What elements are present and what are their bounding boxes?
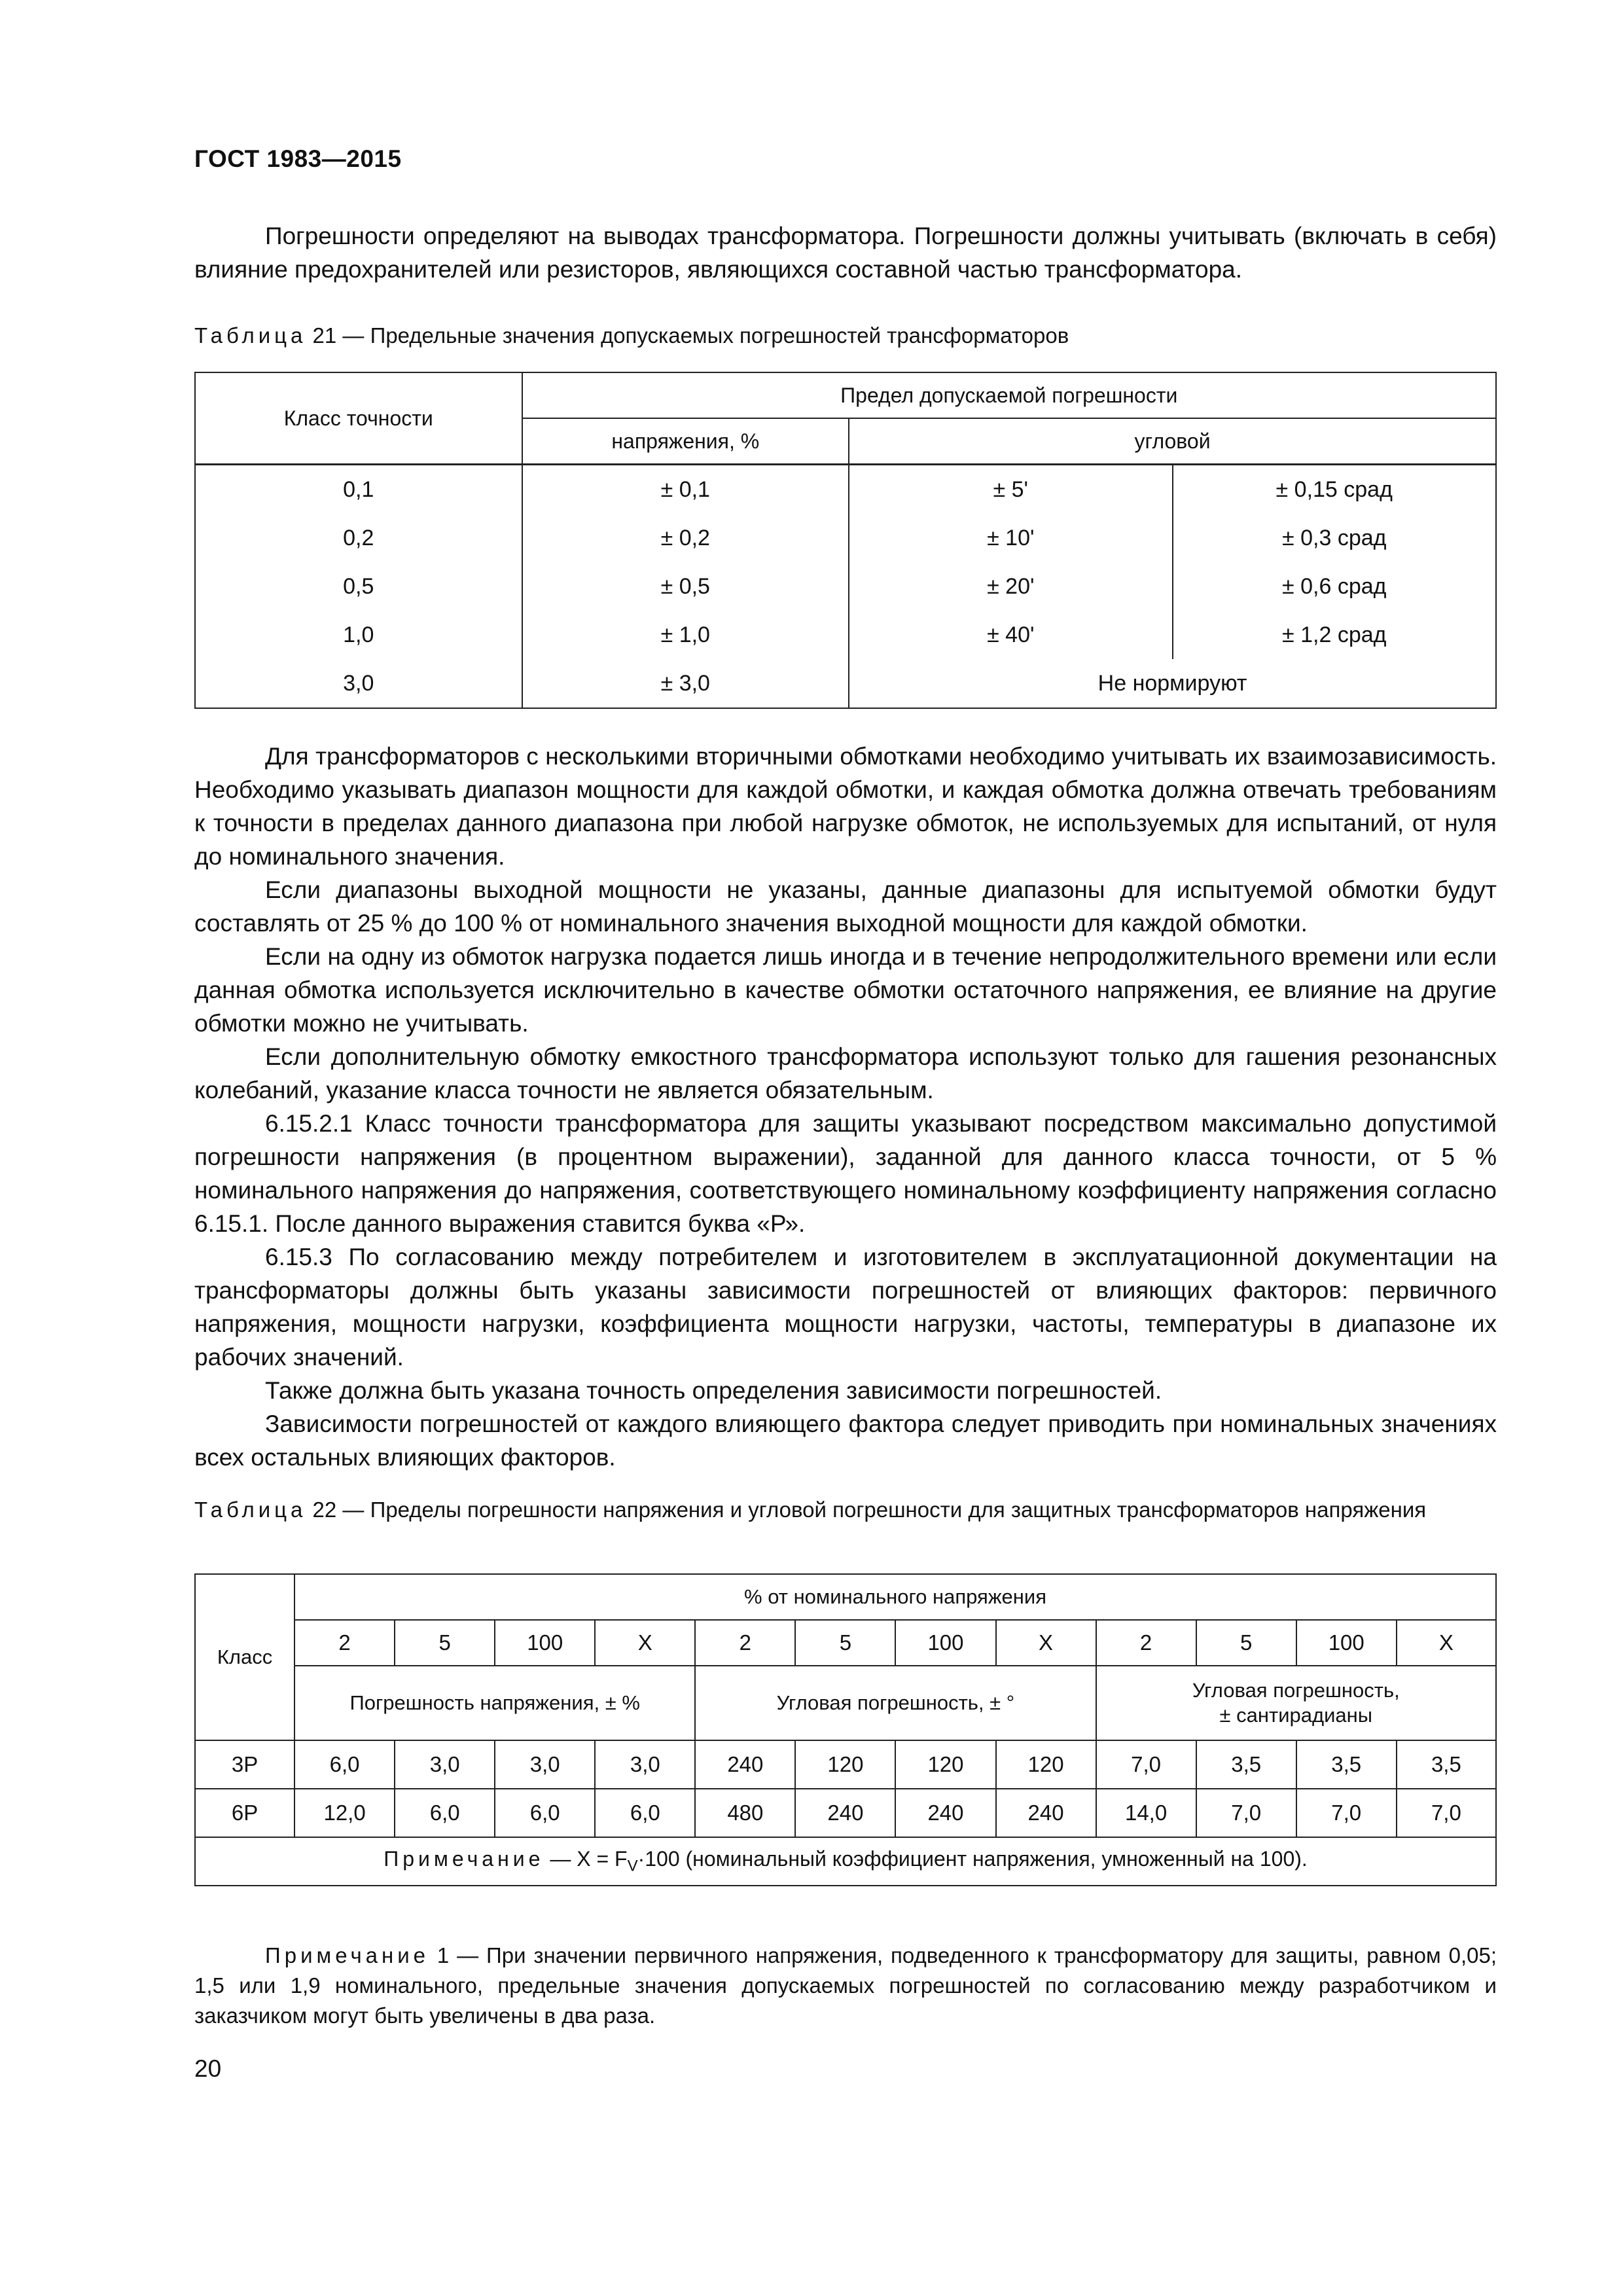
body-paragraph: Если дополнительную обмотку емкостного трансформатора используют только для гашения резонансных колебаний, указание класса точности не является обязательным. xyxy=(194,1043,1497,1103)
table-cell: ± 0,15 срад xyxy=(1173,465,1497,514)
table-cell: 6Р xyxy=(195,1789,294,1837)
intro-block xyxy=(194,219,1497,286)
table-cell: ± 20' xyxy=(849,562,1172,611)
table-cell: 0,5 xyxy=(195,562,522,611)
body-paragraph: 6.15.2.1 Класс точности трансформатора для защиты указывают посредством максимально допустимой погрешности напряжения (в процентном выражении), заданной для данного класса точности, от 5 % номинального напряжения до напряжения, соответствующего номинальному коэффициенту напряжения согласно 6.15.1. После данного выражения ставится буква «Р». xyxy=(194,1110,1497,1237)
table-cell: 5 xyxy=(395,1620,495,1666)
body-paragraph: Если на одну из обмоток нагрузка подается лишь иногда и в течение непродолжительного времени или если данная обмотка используется исключительно в качестве обмотки остаточного напряжения, ее влияние на другие обмотки можно не учитывать. xyxy=(194,943,1497,1037)
table-cell: 3,5 xyxy=(1397,1740,1496,1789)
table-cell: 100 xyxy=(495,1620,595,1666)
table22-note-word: Примечание xyxy=(383,1847,544,1871)
table-cell: 14,0 xyxy=(1096,1789,1196,1837)
table21-header-group: Предел допускаемой погрешности xyxy=(522,372,1497,418)
table-cell: 120 xyxy=(996,1740,1096,1789)
table22-header-angle-crad-line2: ± сантирадианы xyxy=(1219,1704,1373,1727)
table-cell: Не нормируют xyxy=(849,659,1496,708)
table22-note xyxy=(195,1837,1496,1886)
table21-caption xyxy=(194,322,1497,350)
table-row xyxy=(195,659,1496,708)
table-cell: 100 xyxy=(895,1620,995,1666)
table-cell: X xyxy=(996,1620,1096,1666)
document-header: ГОСТ 1983—2015 xyxy=(194,145,402,172)
table-cell: 240 xyxy=(795,1789,895,1837)
table22 xyxy=(194,1573,1497,1886)
table-cell: 2 xyxy=(294,1620,395,1666)
table22-header-angle-deg: Угловая погрешность, ± ° xyxy=(695,1666,1096,1740)
table-cell: 0,2 xyxy=(195,514,522,562)
table-cell: 5 xyxy=(1196,1620,1296,1666)
intro-paragraph: Погрешности определяют на выводах трансформатора. Погрешности должны учитывать (включать в себя) влияние предохранителей или резисторов, являющихся составной частью трансформатора. xyxy=(194,223,1497,283)
table-cell: 0,1 xyxy=(195,465,522,514)
table-cell: ± 5' xyxy=(849,465,1172,514)
footnote-word: Примечание xyxy=(265,1943,430,1967)
table-cell: ± 0,6 срад xyxy=(1173,562,1497,611)
table22-header-class: Класс xyxy=(195,1574,294,1740)
table22-header-angle-crad-line1: Угловая погрешность, xyxy=(1192,1679,1400,1702)
table-cell: 3Р xyxy=(195,1740,294,1789)
table-cell: ± 10' xyxy=(849,514,1172,562)
table-cell: 2 xyxy=(1096,1620,1196,1666)
table-cell: 7,0 xyxy=(1196,1789,1296,1837)
table-cell: ± 1,2 срад xyxy=(1173,611,1497,659)
table-cell: 7,0 xyxy=(1397,1789,1496,1837)
table-cell: 3,0 xyxy=(595,1740,695,1789)
table22-note-text-a: — X = F xyxy=(544,1847,628,1871)
table-cell: 6,0 xyxy=(395,1789,495,1837)
table-cell: 5 xyxy=(795,1620,895,1666)
table-row xyxy=(195,1740,1496,1789)
table-cell: ± 0,3 срад xyxy=(1173,514,1497,562)
body-paragraph: Зависимости погрешностей от каждого влияющего фактора следует приводить при номинальных значениях всех остальных влияющих факторов. xyxy=(194,1410,1497,1471)
footnote xyxy=(194,1941,1497,2031)
body-text-block xyxy=(194,740,1497,1474)
table-cell: 3,0 xyxy=(195,659,522,708)
table-cell: 6,0 xyxy=(294,1740,395,1789)
table-cell: 7,0 xyxy=(1096,1740,1196,1789)
table21-header-angle: угловой xyxy=(849,418,1496,465)
footnote-text: 1 — При значении первичного напряжения, подведенного к трансформатору для защиты, равном 0,05; 1,5 или 1,9 номинального, предельные значения допускаемых погрешностей по согласованию между разработчиком и заказчиком могут быть увеличены в два раза. xyxy=(194,1943,1497,2028)
table-row xyxy=(195,465,1496,514)
table22-percent-row xyxy=(195,1620,1496,1666)
table-cell: 1,0 xyxy=(195,611,522,659)
table-row xyxy=(195,1789,1496,1837)
table-cell: ± 40' xyxy=(849,611,1172,659)
table-cell: 240 xyxy=(695,1740,795,1789)
table21-caption-word: Таблица xyxy=(194,323,307,348)
table-cell: ± 3,0 xyxy=(522,659,849,708)
table-cell: 6,0 xyxy=(495,1789,595,1837)
table-cell: 3,0 xyxy=(495,1740,595,1789)
table-cell: 480 xyxy=(695,1789,795,1837)
table-cell: 240 xyxy=(895,1789,995,1837)
table-cell: ± 1,0 xyxy=(522,611,849,659)
table-row xyxy=(195,562,1496,611)
table-cell: X xyxy=(595,1620,695,1666)
table22-note-subscript: V xyxy=(627,1857,638,1875)
table22-caption-text: 22 — Пределы погрешности напряжения и угловой погрешности для защитных трансформаторов напряжения xyxy=(306,1498,1427,1522)
table-cell: 240 xyxy=(996,1789,1096,1837)
table-cell: ± 0,5 xyxy=(522,562,849,611)
table-cell: 3,5 xyxy=(1296,1740,1397,1789)
table21 xyxy=(194,372,1497,709)
table21-header-class: Класс точности xyxy=(195,372,522,465)
table22-header-voltage-error: Погрешность напряжения, ± % xyxy=(294,1666,695,1740)
table-cell: ± 0,1 xyxy=(522,465,849,514)
table21-header-voltage: напряжения, % xyxy=(522,418,849,465)
table-cell: 120 xyxy=(895,1740,995,1789)
table-cell: 2 xyxy=(695,1620,795,1666)
table-cell: 3,5 xyxy=(1196,1740,1296,1789)
table-cell: 3,0 xyxy=(395,1740,495,1789)
body-paragraph: Если диапазоны выходной мощности не указаны, данные диапазоны для испытуемой обмотки будут составлять от 25 % до 100 % от номинального значения выходной мощности для каждой обмотки. xyxy=(194,876,1497,937)
table-cell: 100 xyxy=(1296,1620,1397,1666)
page-number: 20 xyxy=(194,2055,222,2082)
table22-header-group: % от номинального напряжения xyxy=(294,1574,1496,1620)
body-paragraph: Также должна быть указана точность определения зависимости погрешностей. xyxy=(265,1377,1162,1404)
table-row xyxy=(195,611,1496,659)
table-cell: 120 xyxy=(795,1740,895,1789)
table-cell: 12,0 xyxy=(294,1789,395,1837)
table-cell: X xyxy=(1397,1620,1496,1666)
table-cell: 6,0 xyxy=(595,1789,695,1837)
table22-note-text-b: ·100 (номинальный коэффициент напряжения, умноженный на 100). xyxy=(637,1847,1308,1871)
table22-caption-word: Таблица xyxy=(194,1498,307,1522)
body-paragraph: 6.15.3 По согласованию между потребителем и изготовителем в эксплуатационной документации на трансформаторы должны быть указаны зависимости погрешностей от влияющих факторов: первичного напряжения, мощности нагрузки, коэффициента мощности нагрузки, частоты, температуры в диапазоне их рабочих значений. xyxy=(194,1244,1497,1371)
table-cell: ± 0,2 xyxy=(522,514,849,562)
table-cell: 7,0 xyxy=(1296,1789,1397,1837)
table22-caption xyxy=(194,1496,1497,1524)
table22-header-angle-crad xyxy=(1096,1666,1496,1740)
table-row xyxy=(195,514,1496,562)
table21-caption-text: 21 — Предельные значения допускаемых погрешностей трансформаторов xyxy=(306,323,1069,348)
body-paragraph: Для трансформаторов с несколькими вторичными обмотками необходимо учитывать их взаимозависимость. Необходимо указывать диапазон мощности для каждой обмотки, и каждая обмотка должна отвечать требованиям к точности в пределах данного диапазона при любой нагрузке обмоток, не используемых для испытаний, от нуля до номинального значения. xyxy=(194,743,1497,870)
